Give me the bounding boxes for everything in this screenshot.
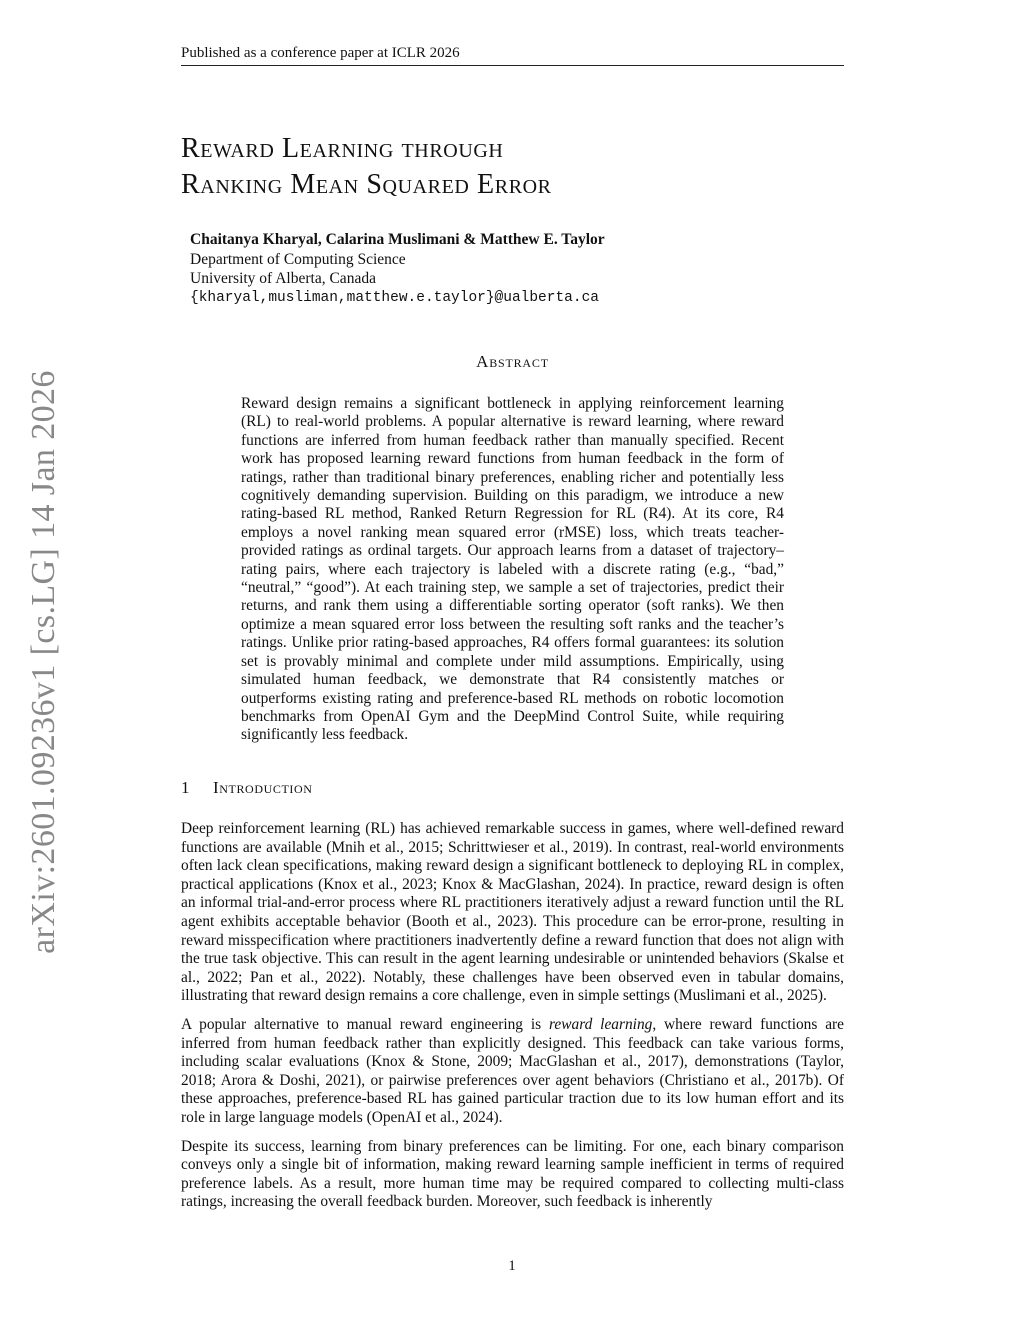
author-department: Department of Computing Science [190,250,406,268]
running-header: Published as a conference paper at ICLR 2026 [181,44,844,66]
paper-title [181,131,881,203]
author-email[interactable]: {kharyal,musliman,matthew.e.taylor}@ualberta.ca [190,289,599,306]
author-names: Chaitanya Kharyal, Calarina Muslimani & Matthew E. Taylor [190,231,605,248]
page-number: 1 [508,1258,516,1274]
author-block [190,230,830,308]
abstract-text: Reward design remains a significant bottleneck in applying reinforcement learning (RL) to real-world problems. A popular alternative is reward learning, where reward functions are inferred from human feedback rather than manually specified. Recent work has proposed learning reward functions from human feedback in the form of ratings, rather than traditional binary preferences, enabling richer and potentially less cognitively demanding supervision. Building on this paradigm, we introduce a new rating-based RL method, Ranked Return Regression for RL (R4). At its core, R4 employs a novel ranking mean squared error (rMSE) loss, which treats teacher-provided ratings as ordinal targets. Our approach learns from a dataset of trajectory–rating pairs, where each trajectory is labeled with a discrete rating (e.g., “bad,” “neutral,” “good”). At each training step, we sample a set of trajectories, predict their returns, and rank them using a differentiable sorting operator (soft ranks). We then optimize a mean squared error loss between the resulting soft ranks and the teacher’s ratings. Unlike prior rating-based approaches, R4 offers formal guarantees: its solution set is provably minimal and complete under mild assumptions. Empirically, using simulated human feedback, we demonstrate that R4 consistently matches or outperforms existing rating and preference-based RL methods on robotic locomotion benchmarks from OpenAI Gym and the DeepMind Control Suite, while requiring significantly less feedback. [241,395,784,744]
paragraph-1: Deep reinforcement learning (RL) has achieved remarkable success in games, where well-defined reward functions are available (Mnih et al., 2015; Schrittwieser et al., 2019). In contrast, real-world environments often lack clean specifications, making reward design a significant bottleneck to deploying RL in complex, practical applications (Knox et al., 2023; Knox & MacGlashan, 2024). In practice, reward design is often an informal trial-and-error process where RL practitioners iteratively adjust a reward function until the RL agent exhibits acceptable behavior (Booth et al., 2023). This procedure can be error-prone, resulting in reward misspecification where practitioners inadvertently define a reward function that does not align with the true task objective. This can result in the agent learning undesirable or unintended behaviors (Skalse et al., 2022; Pan et al., 2022). Notably, these challenges have been observed even in tabular domains, illustrating that reward design remains a core challenge, even in simple settings (Muslimani et al., 2025). [181,820,844,1005]
section-number: 1 [181,778,191,797]
section-heading [181,778,844,798]
paragraph-3: Despite its success, learning from binary preferences can be limiting. For one, each binary comparison conveys only a single bit of information, making reward learning sample inefficient in terms of required preference labels. As a result, more human time may be required compared to collecting multi-class ratings, increasing the overall feedback burden. Moreover, such feedback is inherently [181,1137,844,1211]
title-line-2: Ranking Mean Squared Error [181,169,552,200]
paragraph-2 [181,1016,844,1128]
author-affiliation: University of Alberta, Canada [190,270,376,287]
paragraph-2-start: A popular alternative to manual reward engineering is [181,1015,549,1033]
section-body [181,820,844,1222]
title-line-1: Reward Learning through [181,133,504,164]
arxiv-stamp: arXiv:2601.09236v1 [cs.LG] 14 Jan 2026 [25,370,62,954]
paragraph-2-emphasis: reward learning [549,1015,653,1033]
abstract-heading: Abstract [476,352,549,371]
paragraph-2-rest: , where reward functions are inferred from human feedback rather than explicitly designed. This feedback can take various forms, including scalar evaluations (Knox & Stone, 2009; MacGlashan et al., 2017), demonstrations (Taylor, 2018; Arora & Doshi, 2021), or pairwise preferences over agent behaviors (Christiano et al., 2017b). Of these approaches, preference-based RL has gained particular traction due to its low human effort and its role in large language models (OpenAI et al., 2024). [181,1015,845,1126]
section-title: Introduction [213,778,313,797]
